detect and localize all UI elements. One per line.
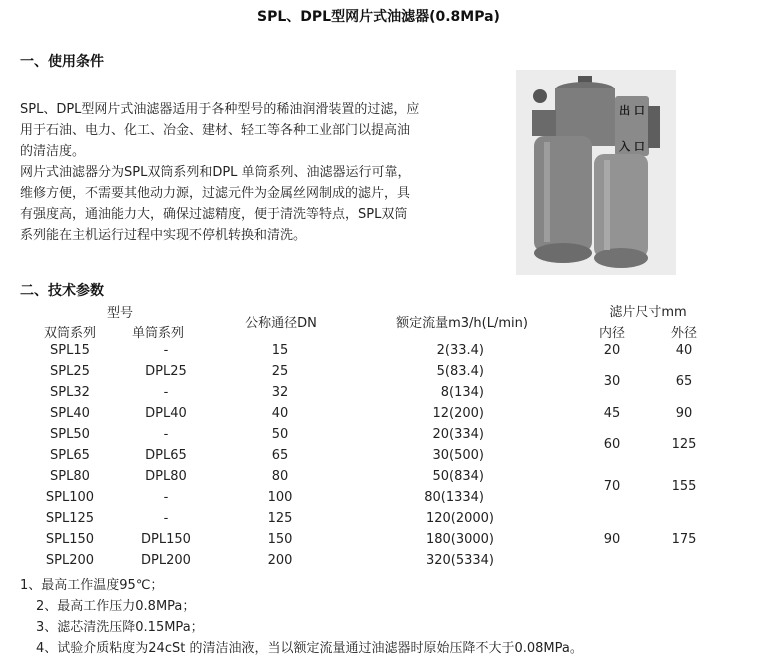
paragraph-line: 的清洁度。 [20, 144, 86, 159]
cell-single-model: - [163, 427, 169, 442]
header-double-series: 双筒系列 [43, 326, 96, 341]
photo-label-outlet: 出 口 [619, 104, 645, 117]
cell-single-model: - [163, 490, 169, 505]
cell-dn: 50 [271, 427, 289, 442]
cell-double-model: SPL200 [45, 553, 95, 568]
cell-flow: 320(5334) [425, 553, 494, 568]
cell-inner: 30 [603, 374, 621, 389]
cell-single-model: DPL80 [145, 469, 187, 484]
note-item: 4、试验介质粘度为24cSt 的清洁油液，当以额定流量通过油滤器时原始压降不大于0.08MPa。 [36, 641, 583, 656]
cell-single-model: - [163, 511, 169, 526]
cell-flow: 80(1334) [424, 490, 484, 505]
cell-flow: 50(834) [432, 469, 484, 484]
usage-paragraph [20, 99, 419, 246]
cell-double-model: SPL15 [50, 343, 90, 358]
page-title: SPL、DPL型网片式油滤器(0.8MPa) [257, 9, 500, 25]
cell-inner: 90 [603, 532, 621, 547]
cell-flow: 180(3000) [425, 532, 494, 547]
cell-double-model: SPL65 [50, 448, 90, 463]
cell-inner: 60 [603, 437, 621, 452]
paragraph-line: 网片式油滤器分为SPL双筒系列和DPL 单筒系列、油滤器运行可靠， [20, 165, 411, 180]
cell-single-model: - [163, 343, 169, 358]
cell-flow: 12(200) [432, 406, 484, 421]
cell-dn: 15 [271, 343, 289, 358]
note-item: 2、最高工作压力0.8MPa； [36, 599, 196, 614]
paragraph-line: 维修方便，不需要其他动力源，过滤元件为金属丝网制成的滤片，具 [20, 186, 411, 201]
cell-single-model: DPL65 [145, 448, 187, 463]
cell-outer: 90 [675, 406, 693, 421]
cell-flow: 120(2000) [425, 511, 494, 526]
oil-filter-photo [516, 70, 676, 275]
cell-flow: 20(334) [432, 427, 484, 442]
cell-double-model: SPL50 [50, 427, 90, 442]
header-rated-flow: 额定流量m3/h(L/min) [396, 316, 528, 331]
paragraph-line: 有强度高，通油能力大，确保过滤精度，便于清洗等特点，SPL双筒 [20, 207, 408, 222]
cell-outer: 155 [671, 479, 697, 494]
note-item: 1、最高工作温度95℃； [20, 578, 164, 593]
cell-dn: 125 [267, 511, 293, 526]
cell-flow: 8(134) [440, 385, 484, 400]
cell-dn: 40 [271, 406, 289, 421]
cell-outer: 125 [671, 437, 697, 452]
cell-double-model: SPL40 [50, 406, 90, 421]
cell-dn: 65 [271, 448, 289, 463]
header-single-series: 单筒系列 [131, 326, 184, 341]
cell-inner: 70 [603, 479, 621, 494]
cell-dn: 100 [267, 490, 293, 505]
header-inner-diameter: 内径 [598, 326, 625, 341]
header-outer-diameter: 外径 [670, 326, 697, 341]
cell-single-model: DPL40 [145, 406, 187, 421]
cell-double-model: SPL25 [50, 364, 90, 379]
cell-single-model: DPL200 [141, 553, 191, 568]
cell-flow: 30(500) [432, 448, 484, 463]
cell-dn: 80 [271, 469, 289, 484]
cell-single-model: DPL150 [141, 532, 191, 547]
cell-single-model: - [163, 385, 169, 400]
cell-dn: 150 [267, 532, 293, 547]
photo-label-inlet: 入 口 [619, 140, 645, 153]
cell-double-model: SPL32 [50, 385, 90, 400]
header-filter-size: 滤片尺寸mm [609, 305, 687, 320]
cell-outer: 65 [675, 374, 693, 389]
paragraph-line: 系列能在主机运行过程中实现不停机转换和清洗。 [20, 228, 307, 243]
note-item: 3、滤芯清洗压降0.15MPa； [36, 620, 204, 635]
cell-dn: 200 [267, 553, 293, 568]
cell-double-model: SPL100 [45, 490, 95, 505]
cell-outer: 40 [675, 343, 693, 358]
cell-double-model: SPL80 [50, 469, 90, 484]
cell-outer: 175 [671, 532, 697, 547]
cell-inner: 20 [603, 343, 621, 358]
cell-flow: 5(83.4) [436, 364, 484, 379]
paragraph-line: SPL、DPL型网片式油滤器适用于各种型号的稀油润滑装置的过滤，应 [20, 102, 420, 117]
cell-single-model: DPL25 [145, 364, 187, 379]
header-model: 型号 [106, 306, 133, 321]
section-heading-usage: 一、使用条件 [20, 54, 104, 70]
cell-double-model: SPL150 [45, 532, 95, 547]
cell-double-model: SPL125 [45, 511, 95, 526]
cell-flow: 2(33.4) [436, 343, 484, 358]
cell-inner: 45 [603, 406, 621, 421]
header-nominal-diameter: 公称通径DN [245, 316, 317, 331]
cell-dn: 25 [271, 364, 289, 379]
cell-dn: 32 [271, 385, 289, 400]
section-heading-params: 二、技术参数 [20, 283, 104, 299]
paragraph-line: 用于石油、电力、化工、冶金、建材、轻工等各种工业部门以提高油 [20, 123, 411, 138]
